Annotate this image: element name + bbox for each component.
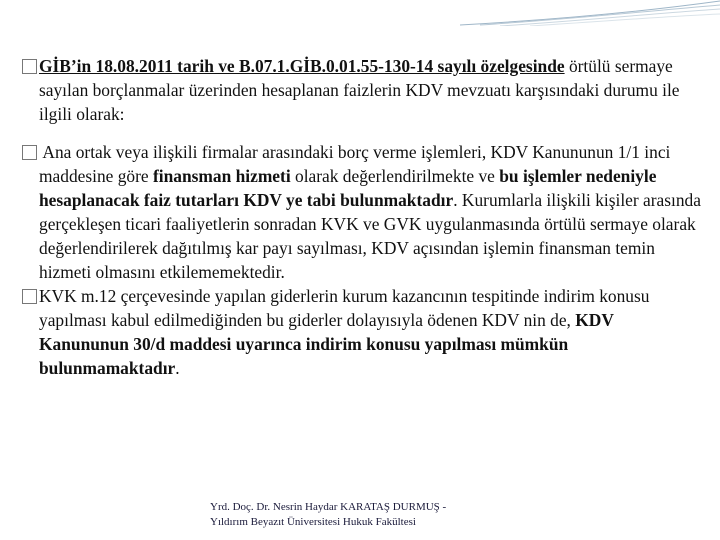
para2-run-3: bu işlemler nedeniyle hesaplanacak faiz tutarları KDV ye tabi bulunmaktadır: [39, 166, 657, 210]
para2-run-4: . Kurumlarla ilişkili kişiler arasında gerçekleşen ticari faaliyetlerin sonradan KVK ve GVK uygulanmasında örtülü sermaye olarak değerlendirilerek dağıtılmış kar payı sayılması, KDV açısından işlemin finansman temin hizmeti olmasını etkilememektedir.: [39, 190, 701, 282]
para3-run-0: KVK m.12 çerçevesinde yapılan giderlerin kurum kazancının tespitinde indirim konusu yapılması kabul edilmediğinden bu giderler dolayısıyla ödenen KDV nin de,: [39, 286, 650, 330]
para1-run-0: GİB’in 18.08.2011 tarih ve B.07.1.GİB.0.01.55-130-14 sayılı özelgesinde: [39, 56, 565, 76]
para3-run-1: KDV Kanununun 30/d maddesi uyarınca indirim konusu yapılması mümkün bulunmamaktadır: [39, 310, 614, 378]
footer-institution: Yıldırım Beyazıt Üniversitesi Hukuk Fakültesi: [210, 516, 416, 528]
box-bullet-icon: [22, 59, 37, 74]
box-bullet-icon: [22, 289, 37, 304]
author-footer: [210, 500, 446, 530]
decorative-lines: [460, 0, 720, 26]
paragraph-2: [22, 140, 702, 284]
para1-run-1: örtülü sermaye sayılan borçlanmalar üzerinden hesaplanan faizlerin KDV mevzuatı karşısındaki durumu ile ilgili olarak:: [39, 56, 680, 124]
para2-run-1: finansman hizmeti: [152, 166, 291, 186]
box-bullet-icon: [22, 145, 37, 160]
paragraph-1: [22, 54, 702, 126]
paragraph-3: [22, 284, 702, 380]
para2-run-0: Ana ortak veya ilişkili firmalar arasındaki borç verme işlemleri, KDV Kanununun 1/1 inci maddesine göre: [39, 142, 671, 186]
para3-run-2: .: [175, 358, 180, 378]
footer-author: Yrd. Doç. Dr. Nesrin Haydar KARATAŞ DURMUŞ -: [210, 501, 447, 513]
para2-run-2: olarak değerlendirilmekte ve: [290, 166, 500, 186]
body-text: [22, 54, 702, 380]
